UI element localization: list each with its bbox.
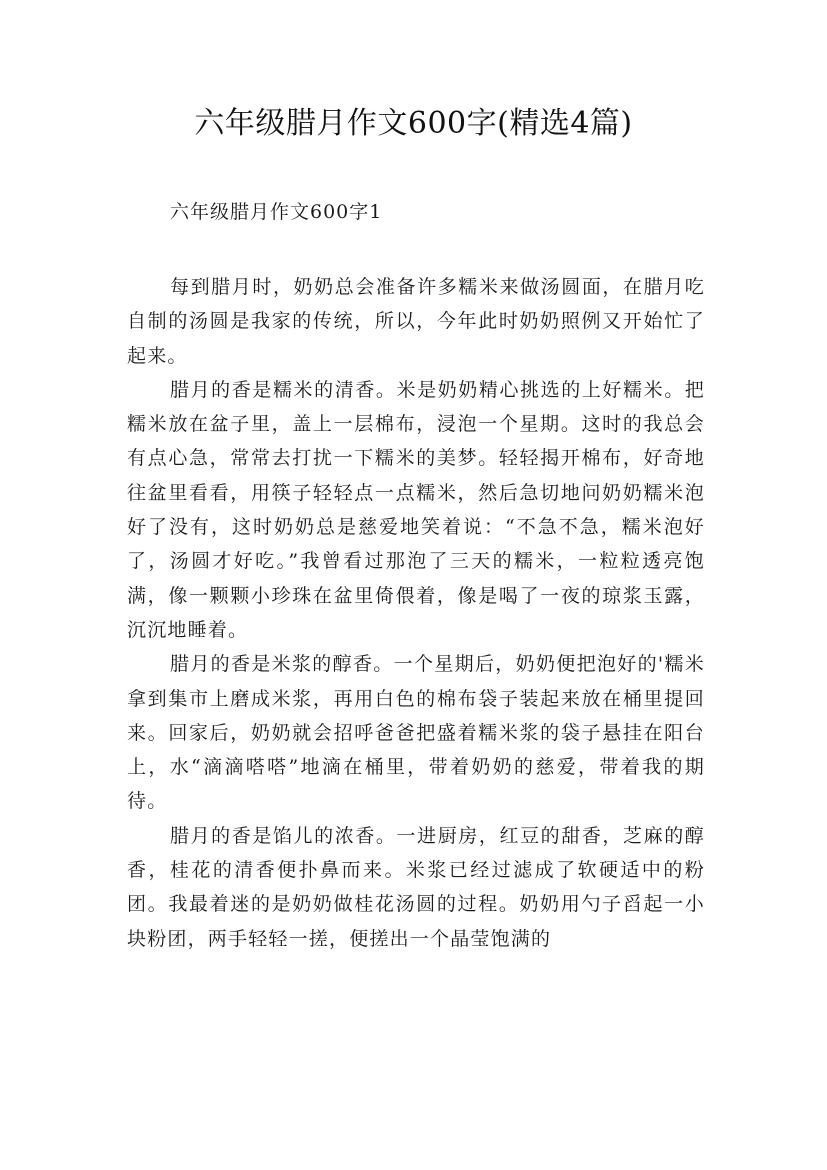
section-heading: 六年级腊月作文600字1 — [170, 201, 383, 223]
paragraph: 每到腊月时，奶奶总会准备许多糯米来做汤圆面，在腊月吃自制的汤圆是我家的传统，所以，今年此时奶奶照例又开始忙了起来。 — [127, 276, 705, 367]
paragraph: 腊月的香是米浆的醇香。一个星期后，奶奶便把泡好的'糯米拿到集市上磨成米浆，再用白色的棉布袋子装起来放在桶里提回来。回家后，奶奶就会招呼爸爸把盛着糯米浆的袋子悬挂在阳台上，水“滴滴嗒嗒”地滴在桶里，带着奶奶的慈爱，带着我的期待。 — [127, 653, 705, 813]
paragraph: 腊月的香是糯米的清香。米是奶奶精心挑选的上好糯米。把糯米放在盆子里，盖上一层棉布，浸泡一个星期。这时的我总会有点心急，常常去打扰一下糯米的美梦。轻轻揭开棉布，好奇地往盆里看看，用筷子轻轻点一点糯米，然后急切地问奶奶糯米泡好了没有，这时奶奶总是慈爱地笑着说：“不急不急，糯米泡好了，汤圆才好吃。”我曾看过那泡了三天的糯米，一粒粒透亮饱满，像一颗颗小珍珠在盆里倚偎着，像是喝了一夜的琼浆玉露，沉沉地睡着。 — [127, 378, 705, 641]
document-title: 六年级腊月作文600字(精选4篇) — [194, 106, 633, 141]
article-body — [127, 270, 705, 956]
paragraph: 腊月的香是馅儿的浓香。一进厨房，红豆的甜香，芝麻的醇香，桂花的清香便扑鼻而来。米浆已经过滤成了软硬适中的粉团。我最着迷的是奶奶做桂花汤圆的过程。奶奶用勺子舀起一小块粉团，两手轻轻一搓，便搓出一个晶莹饱满的 — [127, 824, 705, 950]
